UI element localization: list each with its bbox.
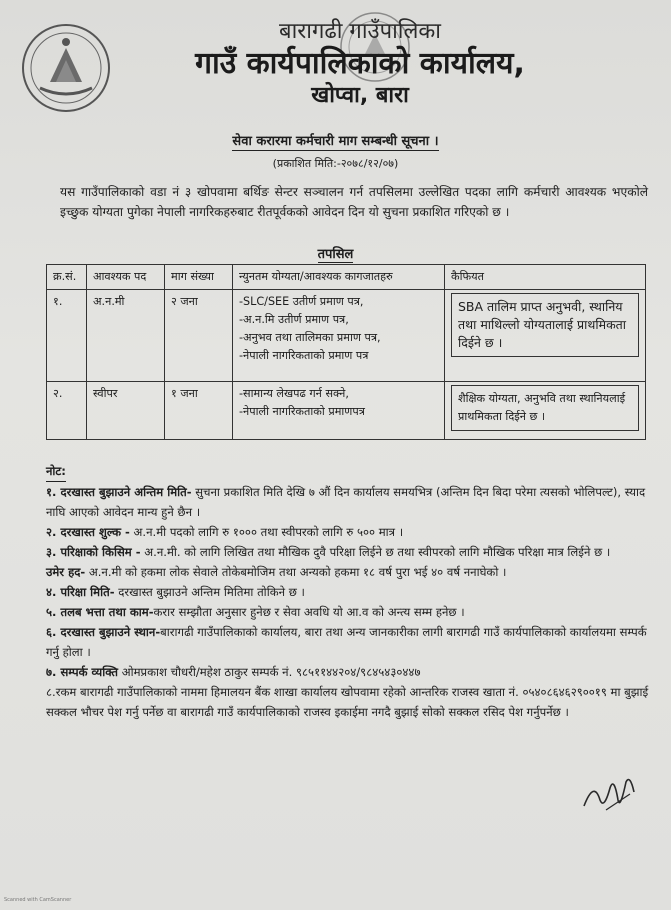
remarks-box: SBA तालिम प्राप्त अनुभवी, स्थानिय तथा माथिल्लो योग्यतालाई प्राथमिकता दिईने छ ।	[451, 293, 639, 357]
notes-heading: नोट:	[46, 461, 66, 482]
row-remarks	[445, 382, 646, 440]
note-item: ८.रकम बारागढी गाउँपालिकाको नाममा हिमालयन बैंक शाखा कार्यालय खोपवामा रहेको आन्तरिक राजस्व खाता नं. ०५४०८६४६२९००१९ मा बुझाई सक्कल भौचर पेश गर्नु पर्नेछ वा बारागढी गाउँ कार्यपालिकाको राजस्व इकाईमा नगदै बुझाई सोको सक्कल रसिद पेश गर्नुपर्नेछ ।	[46, 685, 649, 719]
row-count: १ जना	[165, 382, 233, 440]
header-remarks: कैफियत	[445, 265, 646, 290]
header-post: आवश्यक पद	[87, 265, 165, 290]
published-date: (प्रकाशित मिति:-२०७८/१२/०७)	[272, 157, 399, 170]
letterhead	[150, 18, 570, 110]
qualification-item: -अनुभव तथा तालिमका प्रमाण पत्र,	[239, 331, 381, 344]
row-sn: २.	[47, 382, 87, 440]
row-post: अ.न.मी	[87, 290, 165, 382]
office-address: खोप्वा, बारा	[311, 83, 409, 108]
row-post: स्वीपर	[87, 382, 165, 440]
qualification-item: -नेपाली नागरिकताको प्रमाणपत्र	[239, 405, 365, 418]
qualification-item: -अ.न.मि उतीर्ण प्रमाण पत्र,	[239, 313, 349, 326]
municipality-name: बारागढी गाउँपालिका	[279, 19, 441, 44]
note-item: ६. दरखास्त बुझाउने स्थान-बारागढी गाउँपालिकाको कार्यालय, बारा तथा अन्य जानकारीका लागी बारागढी गाउँ कार्यपालिकाको कार्यालयमा सम्पर्क गर्नु होला ।	[46, 625, 647, 659]
row-remarks	[445, 290, 646, 382]
qualification-item: -SLC/SEE उतीर्ण प्रमाण पत्र,	[239, 295, 364, 308]
intro-paragraph: यस गाउँपालिकाको वडा नं ३ खोपवामा बर्थिङ सेन्टर सञ्चालन गर्न तपसिलमा उल्लेखित पदका लागि कर्मचारी आवश्यक भएकोले इच्छुक योग्यता पुगेका नेपाली नागरिकहरुबाट रीतपूर्वकको आवेदन दिन यो सुचना प्रकाशित गरिएको छ ।	[60, 185, 648, 219]
note-item: ७. सम्पर्क व्यक्ति ओमप्रकाश चौधरी/महेश ठाकुर सम्पर्क नं. ९८५११४४२०४/९८४५४३०४४७	[46, 665, 421, 679]
note-item: ५. तलब भत्ता तथा काम-करार सम्झौता अनुसार हुनेछ र सेवा अवधि यो आ.व को अन्त्य सम्म हनेछ ।	[46, 605, 465, 619]
nepal-emblem-icon	[20, 22, 112, 114]
row-qualifications	[233, 382, 445, 440]
office-name: गाउँ कार्यपालिकाको कार्यालय,	[195, 46, 525, 81]
row-qualifications	[233, 290, 445, 382]
note-item: उमेर हद- अ.न.मी को हकमा लोक सेवाले तोकेबमोजिम तथा अन्यको हकमा १८ वर्ष पुरा भई ४० वर्ष ननाघेको ।	[46, 565, 507, 579]
table-row	[47, 290, 646, 382]
header-count: माग संख्या	[165, 265, 233, 290]
note-item: २. दरखास्त शुल्क - अ.न.मी पदको लागि रु १००० तथा स्वीपरको लागि रु ५०० मात्र ।	[46, 525, 404, 539]
qualification-item: -नेपाली नागरिकताको प्रमाण पत्र	[239, 349, 369, 362]
remarks-box: शैक्षिक योग्यता, अनुभवि तथा स्थानियलाई प्राथमिकता दिईने छ ।	[451, 385, 639, 431]
table-header-row	[47, 265, 646, 290]
row-count: २ जना	[165, 290, 233, 382]
requirements-table	[46, 264, 646, 440]
header-sn: क्र.सं.	[47, 265, 87, 290]
note-item: ४. परिक्षा मिति- दरखास्त बुझाउने अन्तिम मितिमा तोकिने छ ।	[46, 585, 305, 599]
note-item: १. दरखास्त बुझाउने अन्तिम मिति- सुचना प्रकाशित मिति देखि ७ औं दिन कार्यालय समयभित्र (अन्तिम दिन बिदा परेमा त्यसको भोलिपल्ट), स्याद नाघि आएको आवेदन मान्य हुने छैन ।	[46, 485, 646, 519]
scanner-watermark: Scanned with CamScanner	[4, 897, 72, 903]
table-title: तपसिल	[317, 247, 354, 262]
notice-subject: सेवा करारमा कर्मचारी माग सम्बन्धी सूचना ।	[232, 134, 439, 149]
note-item: ३. परिक्षाको किसिम - अ.न.मी. को लागि लिखित तथा मौखिक दुवै परिक्षा लिईने छ तथा स्वीपरको लागि मौखिक परिक्षा मात्र लिईने छ ।	[46, 545, 611, 559]
notes-section	[46, 461, 650, 722]
row-sn: १.	[47, 290, 87, 382]
signature-icon	[580, 770, 640, 814]
table-row	[47, 382, 646, 440]
qualification-item: -सामान्य लेखपढ गर्न सक्ने,	[239, 387, 349, 400]
header-qualifications: न्युनतम योग्यता/आवश्यक कागजातहरु	[233, 265, 445, 290]
